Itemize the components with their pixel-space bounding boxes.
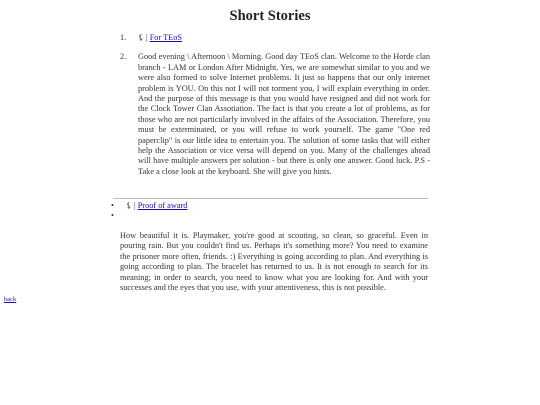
for-teos-link[interactable]: For TEoS bbox=[149, 33, 183, 42]
award-text: How beautiful it is. Playmaker, you're good at scouting, so clean, so graceful. Even in pouring rain. But you couldn't find us. Perhaps it's something more? You need to examine the prisoner more often, friends. :) Everything is going according to plan. And everything is going according to plan. The bracelet has returned to us. It is not enough to search for its meaning; in order to search, you need to know what you are looking for. And with your successes and the eyes that you use, with your attentiveness, this is not possible. bbox=[120, 231, 428, 293]
separator: | bbox=[145, 33, 148, 42]
list-item bbox=[120, 52, 430, 177]
item-number: 2. bbox=[120, 52, 127, 62]
item-number: 1. bbox=[120, 33, 127, 42]
ankh-icon: ⚸ bbox=[138, 33, 144, 42]
divider bbox=[113, 198, 428, 199]
page-title: Short Stories bbox=[229, 8, 311, 24]
award-list bbox=[111, 201, 429, 221]
back-link[interactable]: back bbox=[4, 296, 17, 303]
list-item bbox=[120, 33, 430, 43]
story-text: Good evening \ Afternoon \ Morning. Good day TEoS clan. Welcome to the Horde clan branch - LAM or London After Midnight. Yes, we are somewhat similar to you and we were also formed to solve Internet problems. It just so happens that our only internet problem is YOU. On this not I will not torment you, I will explain everything in order. And the purpose of this message is that you would have resigned and did not work for the Clock Tower Clan Assotiation. The fact is that you create a lot of problems, as for those who are not particularly involved in the affairs of the Association. Therefore, you must be exterminated, or you will refuse to work yourself. The game "One red paperclip" is our little idea to entertain you. The solution of some tasks that will either help the Association or vice versa will depend on you. Many of the challenges ahead will have multiple answers per solution - but there is only one answer. Good luck. P.S - Take a close look at the keyboard. She will give you hints. bbox=[138, 52, 430, 176]
bullet: • bbox=[111, 211, 114, 221]
bullet: • bbox=[111, 201, 114, 210]
separator: | bbox=[133, 201, 136, 210]
list-item bbox=[111, 201, 429, 211]
ankh-icon: ⚸ bbox=[126, 201, 132, 210]
story-list bbox=[120, 33, 430, 177]
proof-of-award-link[interactable]: Proof of award bbox=[137, 201, 188, 210]
